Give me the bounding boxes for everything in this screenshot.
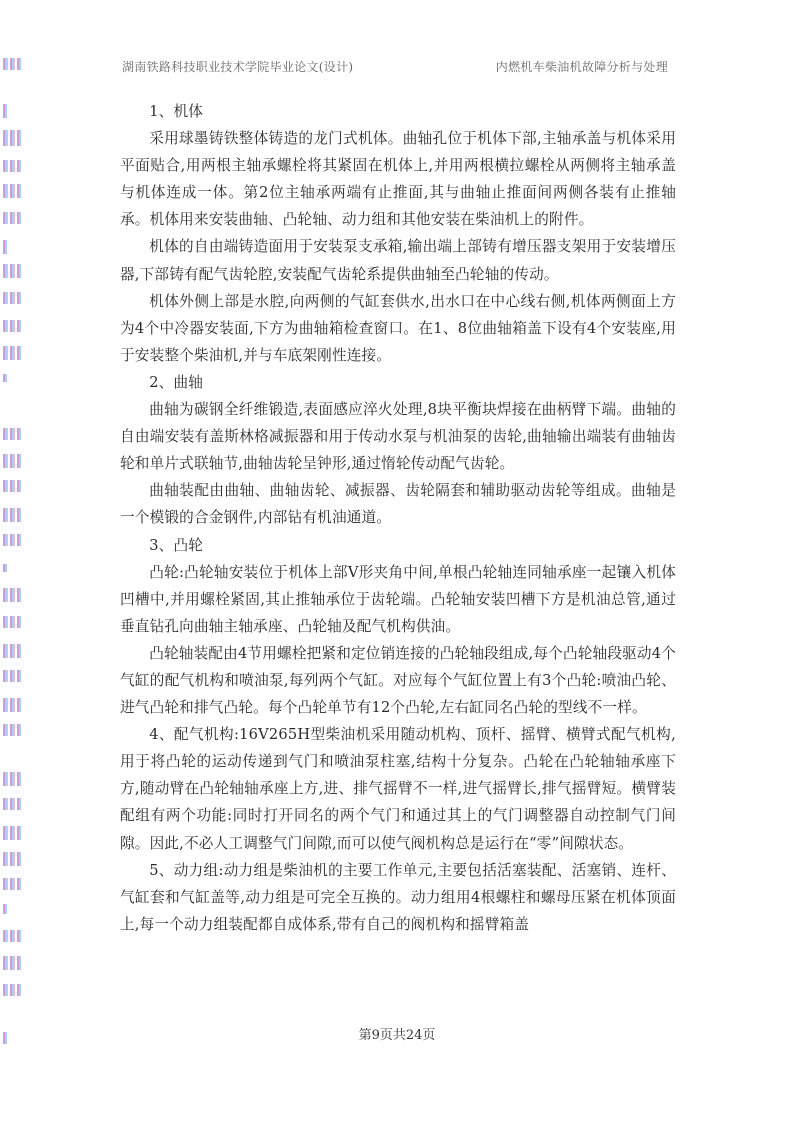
document-body <box>120 98 676 938</box>
paragraph: 采用球墨铸铁整体铸造的龙门式机体。曲轴孔位于机体下部,主轴承盖与机体采用平面贴合,用两根主轴承螺栓将其紧固在机体上,并用两根横拉螺栓从两侧将主轴承盖与机体连成一体。第2位主轴承两端有止推面,其与曲轴止推面间两侧各装有止推轴承。机体用来安装曲轴、凸轮轴、动力组和其他安装在柴油机上的附件。 <box>120 130 676 229</box>
paragraph: 凸轮轴装配由4节用螺栓把紧和定位销连接的凸轮轴段组成,每个凸轮轴段驱动4个气缸的配气机构和喷油泵,每列两个气缸。对应每个气缸位置上有3个凸轮:喷油凸轮、进气凸轮和排气凸轮。每个凸轮单节有12个凸轮,左右缸同名凸轮的型线不一样。 <box>120 644 676 717</box>
scan-margin-artifact <box>3 56 23 1066</box>
page-header <box>122 58 668 78</box>
paragraph-power-assembly: 5、动力组:动力组是柴油机的主要工作单元,主要包括活塞装配、活塞销、连杆、气缸套和气缸盖等,动力组是可完全互换的。动力组用4根螺柱和螺母压紧在机体顶面上,每一个动力组装配都自成体系,带有自己的阀机构和摇臂箱盖 <box>120 861 676 933</box>
header-thesis-title: 内燃机车柴油机故障分析与处理 <box>495 60 668 74</box>
section-heading-cam: 3、凸轮 <box>149 536 204 554</box>
paragraph: 曲轴装配由曲轴、曲轴齿轮、减振器、齿轮隔套和辅助驱动齿轮等组成。曲轴是一个模锻的合金钢件,内部钻有机油通道。 <box>120 482 676 527</box>
header-school-title: 湖南铁路科技职业技术学院毕业论文(设计) <box>122 60 354 74</box>
section-heading-crankshaft: 2、曲轴 <box>149 373 204 391</box>
paragraph-valve-mechanism: 4、配气机构:16V265H型柴油机采用随动机构、顶杆、摇臂、横臂式配气机构,用于将凸轮的运动传递到气门和喷油泵柱塞,结构十分复杂。凸轮在凸轮轴轴承座下方,随动臂在凸轮轴轴承座上方,进、排气摇臂不一样,进气摇臂长,排气摇臂短。横臂装配组有两个功能:同时打开同名的两个气门和通过其上的气门调整器自动控制气门间隙。因此,不必人工调整气门间隙,而可以使气阀机构总是运行在“零”间隙状态。 <box>120 726 676 852</box>
section-heading-body: 1、机体 <box>149 103 204 120</box>
paragraph: 曲轴为碳钢全纤维锻造,表面感应淬火处理,8块平衡块焊接在曲柄臂下端。曲轴的自由端安装有盖斯林格减振器和用于传动水泵与机油泵的齿轮,曲轴输出端装有曲轴齿轮和单片式联轴节,曲轴齿轮呈钟形,通过惰轮传动配气齿轮。 <box>120 401 676 473</box>
paragraph: 凸轮:凸轮轴安装位于机体上部V形夹角中间,单根凸轮轴连同轴承座一起镶入机体凹槽中,并用螺栓紧固,其止推轴承位于齿轮端。凸轮轴安装凹槽下方是机油总管,通过垂直钻孔向曲轴主轴承座、凸轮轴及配气机构供油。 <box>120 563 676 635</box>
paragraph: 机体的自由端铸造面用于安装泵支承箱,输出端上部铸有增压器支架用于安装增压器,下部铸有配气齿轮腔,安装配气齿轮系提供曲轴至凸轮轴的传动。 <box>120 238 676 283</box>
paragraph: 机体外侧上部是水腔,向两侧的气缸套供水,出水口在中心线右侧,机体两侧面上方为4个中冷器安装面,下方为曲轴箱检查窗口。在1、8位曲轴箱盖下设有4个安装座,用于安装整个柴油机,并与车底架刚性连接。 <box>120 292 676 364</box>
page-number: 第9页共24页 <box>358 1028 436 1043</box>
